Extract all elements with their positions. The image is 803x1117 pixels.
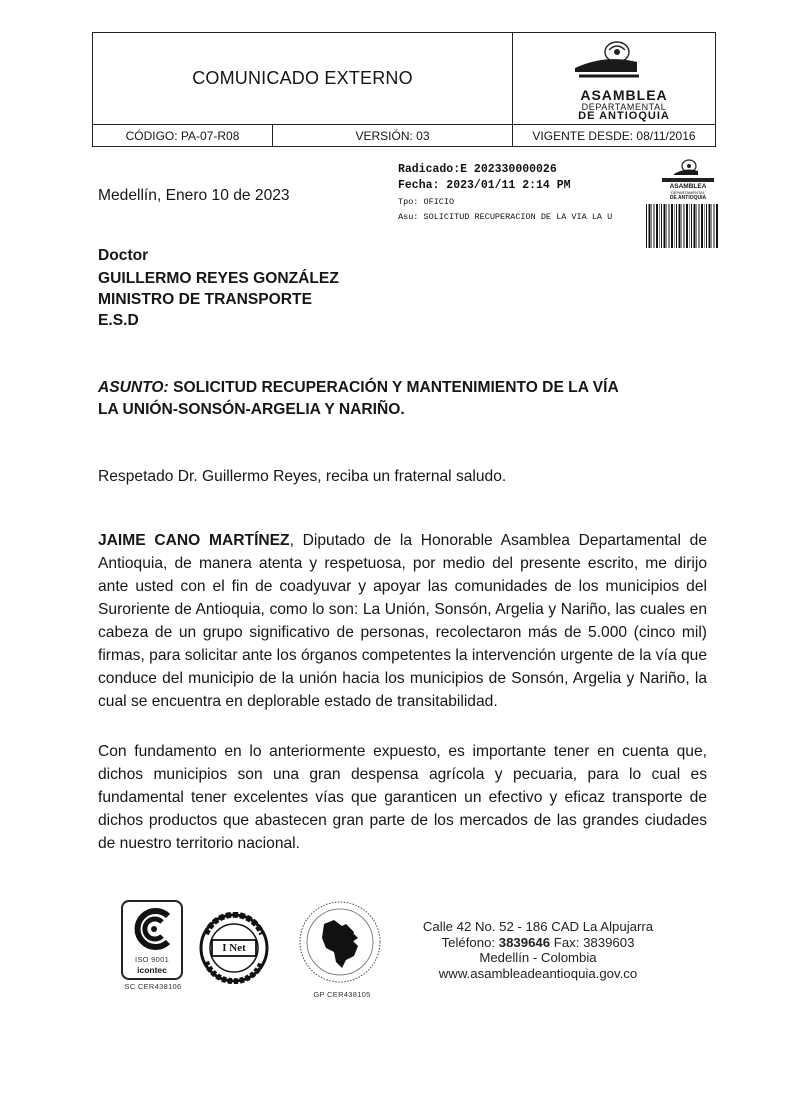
subject-label: ASUNTO: — [98, 379, 169, 396]
barcode — [646, 204, 718, 248]
address: Calle 42 No. 52 - 186 CAD La Alpujarra — [422, 919, 654, 934]
subject-line-2: LA UNIÓN-SONSÓN-ARGELIA Y NARIÑO. — [98, 401, 405, 418]
icontec-brand: icontec — [137, 965, 167, 975]
filing-date: Fecha: 2023/01/11 2:14 PM — [398, 179, 571, 192]
paragraph-2: Con fundamento en lo anteriormente expuesto, es importante tener en cuenta que, dichos municipios son una gran despensa agrícola y pecuaria, para lo cual es fundamental tener excelentes vías que garanticen un efectivo y eficaz transporte de dichos productos que abastecen gran parte de los mercados de las grandes ciudades de nuestro territorio nacional. — [98, 743, 707, 852]
stamp-logo — [646, 158, 718, 250]
phone-line — [400, 935, 676, 951]
filing-subject: Asu: SOLICITUD RECUPERACION DE LA VIA LA U — [398, 212, 613, 222]
recipient-position: MINISTRO DE TRANSPORTE — [98, 291, 312, 308]
document-valid-from: VIGENTE DESDE: 08/11/2016 — [532, 128, 696, 143]
recipient-esd: E.S.D — [98, 312, 139, 329]
asamblea-emblem-icon — [571, 38, 643, 84]
document-title: COMUNICADO EXTERNO — [93, 33, 513, 124]
document-header-table — [92, 32, 716, 147]
city: Medellín - Colombia — [479, 950, 597, 965]
colombia-map-seal-icon — [294, 898, 386, 986]
icontec-cert-code: SC CER438106 — [124, 982, 182, 991]
contact-info — [400, 919, 676, 981]
filing-number: Radicado:E 202330000026 — [398, 163, 557, 176]
header-meta-row — [93, 124, 715, 146]
stamp-org-region: DE ANTIOQUIA — [669, 195, 707, 201]
greeting: Respetado Dr. Guillermo Reyes, reciba un fraternal saludo. — [98, 468, 507, 485]
iqnet-seal — [198, 912, 270, 984]
stamp-emblem-icon — [672, 158, 700, 176]
document-code: CÓDIGO: PA-07-R08 — [93, 125, 273, 146]
asamblea-logo — [513, 33, 715, 124]
paragraph-1 — [98, 529, 707, 713]
stamp-org-name: ASAMBLEA — [669, 183, 707, 190]
recipient-title: Doctor — [98, 247, 149, 264]
iso-label: ISO 9001 — [134, 955, 170, 964]
paragraph-1-text: , Diputado de la Honorable Asamblea Departamental de Antioquia, de manera atenta y respetuosa, por medio del presente escrito, me dirijo ante usted con el fin de coadyuvar y apoyar las comunidades de los municipios del Suroriente de Antioquia, como lo son: La Unión, Sonsón, Argelia y Nariño, las cuales en cabeza de un grupo significativo de personas, recolectaron más de 5.000 (cinco mil) firmas, para solicitar ante los órganos competentes la intervención urgente de la vía que conduce del municipio de la unión hacia los municipios de Sonsón, Argelia y Nariño, la cual se encuentra en deplorable estado de transitabilidad. — [98, 532, 707, 710]
phone-number: 3839646 — [498, 934, 551, 950]
website-link[interactable]: www.asambleadeantioquia.gov.co — [438, 965, 638, 981]
icontec-logo-icon — [130, 908, 176, 950]
stamp-org-subtitle: DEPARTAMENTAL — [670, 190, 706, 195]
public-management-seal — [288, 898, 396, 1002]
place-and-date: Medellín, Enero 10 de 2023 — [98, 187, 290, 204]
document-version: VERSIÓN: 03 — [273, 125, 513, 146]
recipient-name: GUILLERMO REYES GONZÁLEZ — [98, 270, 339, 287]
phone-label: Teléfono: — [441, 934, 499, 950]
iqnet-label: I Net — [222, 942, 246, 954]
subject-text-1: SOLICITUD RECUPERACIÓN Y MANTENIMIENTO DE LA VÍA — [168, 379, 619, 396]
filing-type: Tpo: OFICIO — [398, 197, 455, 207]
icontec-certification — [118, 900, 188, 990]
asamblea-subtitle: DEPARTAMENTAL — [581, 102, 667, 112]
fax-number: Fax: 3839603 — [550, 934, 635, 950]
public-management-cert-code: GP CER438105 — [313, 990, 371, 999]
asamblea-name: ASAMBLEA — [580, 87, 668, 103]
subject-line-1 — [98, 380, 619, 396]
deputy-name: JAIME CANO MARTÍNEZ — [98, 532, 290, 549]
filing-stamp — [398, 163, 658, 222]
asamblea-region: DE ANTIOQUIA — [578, 110, 670, 122]
